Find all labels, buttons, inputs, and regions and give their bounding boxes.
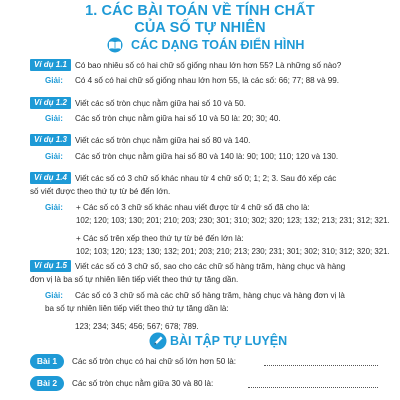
pencil-icon bbox=[149, 332, 167, 350]
example-question: Có bao nhiêu số có hai chữ số giống nhau lớn hơn 55? Là những số nào? bbox=[75, 61, 342, 70]
exercise-tag: Bài 1 bbox=[30, 354, 64, 369]
solution-text: Các số tròn chục nằm giữa hai số 80 và 140 là: 90; 100; 110; 120 và 130. bbox=[75, 152, 339, 161]
answer-line[interactable] bbox=[264, 365, 378, 366]
example-tag: Ví dụ 1.4 bbox=[30, 172, 71, 184]
solution-text: Các số có 3 chữ số mà các chữ số hàng trăm, hàng chục và hàng đơn vị là bbox=[75, 291, 345, 300]
solution-text: + Các số có 3 chữ số khác nhau viết được từ 4 chữ số đã cho là: bbox=[76, 203, 310, 212]
solution-text: + Các số trên xếp theo thứ tự từ bé đến lớn là: bbox=[76, 234, 244, 243]
example-question: Viết các số tròn chục nằm giữa hai số 80 và 140. bbox=[75, 136, 251, 145]
example-tag: Ví dụ 1.3 bbox=[30, 134, 71, 146]
solution-text: Có 4 số có hai chữ số giống nhau lớn hơn 55, là các số: 66; 77; 88 và 99. bbox=[75, 76, 339, 85]
book-icon bbox=[104, 37, 128, 53]
exercise-text: Các số tròn chục nằm giữa 30 và 80 là: bbox=[72, 379, 214, 388]
solution-label: Giải: bbox=[45, 152, 63, 161]
section-heading-bai-tap: BÀI TẬP TỰ LUYỆN bbox=[170, 334, 288, 348]
page-title: 1. CÁC BÀI TOÁN VỀ TÍNH CHẤT bbox=[85, 3, 315, 19]
answer-line[interactable] bbox=[248, 387, 378, 388]
example-question: Viết các số có 3 chữ số khác nhau từ 4 chữ số 0; 1; 2; 3. Sau đó xếp các bbox=[75, 174, 337, 183]
example-tag: Ví dụ 1.5 bbox=[30, 260, 71, 272]
exercise-text: Các số tròn chục có hai chữ số lớn hơn 50 là: bbox=[72, 357, 237, 366]
solution-text: 102; 120; 103; 130; 201; 210; 203; 230; 301; 310; 302; 320; 123; 132; 213; 231; 312; 321. bbox=[76, 216, 390, 225]
solution-label: Giải: bbox=[45, 203, 63, 212]
solution-text: 102; 103; 120; 123; 130; 132; 201; 203; 210; 213; 230; 231; 301; 302; 310; 312; 320; 321. bbox=[76, 247, 390, 256]
example-question: đơn vị là ba số tự nhiên liên tiếp viết theo thứ tự tăng dần. bbox=[30, 275, 239, 284]
page-title-line2: CỦA SỐ TỰ NHIÊN bbox=[134, 20, 266, 36]
solution-label: Giải: bbox=[45, 76, 63, 85]
solution-text: Các số tròn chục nằm giữa hai số 10 và 50 là: 20; 30; 40. bbox=[75, 114, 281, 123]
solution-label: Giải: bbox=[45, 114, 63, 123]
exercise-tag: Bài 2 bbox=[30, 376, 64, 391]
example-question: Viết các số tròn chục nằm giữa hai số 10 và 50. bbox=[75, 99, 246, 108]
example-question: Viết các số có 3 chữ số, sao cho các chữ số hàng trăm, hàng chục và hàng bbox=[75, 262, 346, 271]
example-tag: Ví dụ 1.2 bbox=[30, 97, 71, 109]
example-question: số viết được theo thứ tự từ bé đến lớn. bbox=[30, 187, 171, 196]
section-heading-dang-toan: CÁC DẠNG TOÁN ĐIỂN HÌNH bbox=[131, 38, 305, 52]
solution-text: ba số tự nhiên liên tiếp viết theo thứ tự tăng dần là: bbox=[45, 304, 229, 313]
example-tag: Ví dụ 1.1 bbox=[30, 59, 71, 71]
solution-label: Giải: bbox=[45, 291, 63, 300]
solution-text: 123; 234; 345; 456; 567; 678; 789. bbox=[75, 322, 199, 331]
